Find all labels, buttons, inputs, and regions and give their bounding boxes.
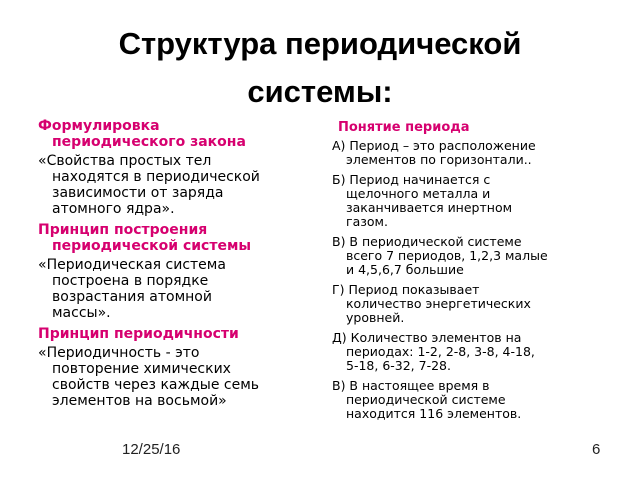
- text-line: находятся в периодической: [52, 169, 260, 185]
- heading-line: Формулировка: [38, 118, 160, 134]
- text-line: элементов по горизонтали..: [346, 152, 532, 167]
- slide-title-line-1: Структура периодической: [118, 26, 522, 61]
- heading-line: периодического закона: [52, 134, 246, 150]
- text-line: В) В периодической системе: [332, 234, 522, 249]
- text-line: всего 7 периодов, 1,2,3 малые: [346, 248, 548, 263]
- text-line: периодах: 1-2, 2-8, 3-8, 4-18,: [346, 344, 535, 359]
- text-line: 5-18, 6-32, 7-28.: [346, 358, 451, 373]
- period-item-d: [332, 283, 622, 325]
- period-item-b: [332, 173, 622, 229]
- heading-periodicity-principle: [38, 326, 320, 342]
- period-item-f: [332, 379, 622, 421]
- text-line: «Свойства простых тел: [38, 153, 212, 169]
- text-line: заканчивается инертном: [346, 200, 513, 215]
- construction-principle-text: [38, 257, 320, 321]
- heading-line: периодической системы: [52, 238, 252, 254]
- text-line: построена в порядке: [52, 273, 209, 289]
- slide-page-number: 6: [592, 441, 601, 458]
- text-line: свойств через каждые семь: [52, 377, 260, 393]
- text-line: находится 116 элементов.: [346, 406, 522, 421]
- text-line: А) Период – это расположение: [332, 138, 536, 153]
- heading-periodic-law: [38, 118, 320, 150]
- right-column: [332, 120, 622, 427]
- heading-line: Принцип периодичности: [38, 326, 239, 342]
- heading-line: Принцип построения: [38, 222, 208, 238]
- text-line: элементов на восьмой»: [52, 393, 227, 409]
- text-line: количество энергетических: [346, 296, 531, 311]
- slide-title-line-2: системы:: [247, 74, 393, 109]
- text-line: зависимости от заряда: [52, 185, 224, 201]
- text-line: газом.: [346, 214, 388, 229]
- period-item-e: [332, 331, 622, 373]
- text-line: Б) Период начинается с: [332, 172, 491, 187]
- heading-construction-principle: [38, 222, 320, 254]
- text-line: массы».: [52, 305, 111, 321]
- text-line: Г) Период показывает: [332, 282, 480, 297]
- text-line: повторение химических: [52, 361, 231, 377]
- periodicity-principle-text: [38, 345, 320, 409]
- left-column: [38, 118, 320, 414]
- text-line: уровней.: [346, 310, 405, 325]
- text-line: периодической системе: [346, 392, 506, 407]
- slide-date: 12/25/16: [122, 441, 181, 458]
- period-item-c: [332, 235, 622, 277]
- text-line: «Периодическая система: [38, 257, 226, 273]
- text-line: и 4,5,6,7 большие: [346, 262, 464, 277]
- periodic-law-text: [38, 153, 320, 217]
- period-item-a: [332, 139, 622, 167]
- slide-title: [0, 20, 640, 116]
- text-line: возрастания атомной: [52, 289, 212, 305]
- text-line: Д) Количество элементов на: [332, 330, 522, 345]
- text-line: щелочного металла и: [346, 186, 491, 201]
- text-line: атомного ядра».: [52, 201, 175, 217]
- heading-period-concept: Понятие периода: [338, 120, 470, 135]
- text-line: В) В настоящее время в: [332, 378, 490, 393]
- text-line: «Периодичность - это: [38, 345, 200, 361]
